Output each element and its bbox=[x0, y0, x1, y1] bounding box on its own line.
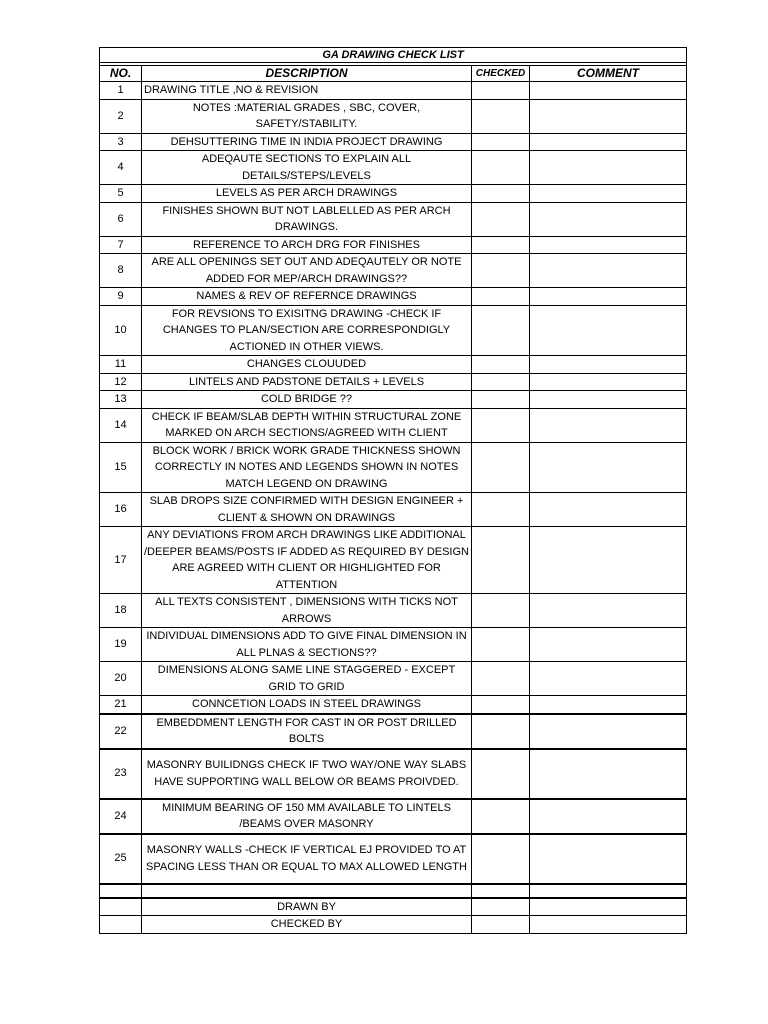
row-checked-cell[interactable] bbox=[472, 628, 530, 662]
row-checked-cell[interactable] bbox=[472, 151, 530, 185]
row-checked-cell[interactable] bbox=[472, 493, 530, 527]
row-description: DEHSUTTERING TIME IN INDIA PROJECT DRAWING bbox=[142, 133, 472, 151]
checklist-row bbox=[100, 493, 687, 527]
blank-cell bbox=[100, 884, 142, 898]
row-description: CONNCETION LOADS IN STEEL DRAWINGS bbox=[142, 696, 472, 714]
row-comment-cell[interactable] bbox=[530, 356, 687, 374]
row-number: 22 bbox=[100, 714, 142, 749]
row-comment-cell[interactable] bbox=[530, 628, 687, 662]
header-no: NO. bbox=[100, 66, 142, 82]
row-checked-cell[interactable] bbox=[472, 82, 530, 100]
checklist-row bbox=[100, 254, 687, 288]
checklist-row bbox=[100, 391, 687, 409]
row-checked-cell[interactable] bbox=[472, 442, 530, 493]
row-number: 5 bbox=[100, 185, 142, 203]
row-description: CHANGES CLOUUDED bbox=[142, 356, 472, 374]
row-checked-cell[interactable] bbox=[472, 594, 530, 628]
footer-label: DRAWN BY bbox=[142, 898, 472, 916]
row-checked-cell[interactable] bbox=[472, 305, 530, 356]
row-checked-cell[interactable] bbox=[472, 834, 530, 884]
checklist-row bbox=[100, 799, 687, 834]
checklist-row bbox=[100, 527, 687, 594]
row-description: ALL TEXTS CONSISTENT , DIMENSIONS WITH TICKS NOT ARROWS bbox=[142, 594, 472, 628]
row-number: 25 bbox=[100, 834, 142, 884]
checklist-row bbox=[100, 82, 687, 100]
checklist-row bbox=[100, 202, 687, 236]
row-comment-cell[interactable] bbox=[530, 749, 687, 799]
row-description: DIMENSIONS ALONG SAME LINE STAGGERED - EXCEPT GRID TO GRID bbox=[142, 662, 472, 696]
checklist-row bbox=[100, 834, 687, 884]
row-number: 15 bbox=[100, 442, 142, 493]
row-comment-cell[interactable] bbox=[530, 662, 687, 696]
row-description: ADEQAUTE SECTIONS TO EXPLAIN ALL DETAILS/STEPS/LEVELS bbox=[142, 151, 472, 185]
row-description: CHECK IF BEAM/SLAB DEPTH WITHIN STRUCTURAL ZONE MARKED ON ARCH SECTIONS/AGREED WITH CLIENT bbox=[142, 408, 472, 442]
row-number: 21 bbox=[100, 696, 142, 714]
checklist-row bbox=[100, 662, 687, 696]
row-description: NOTES :MATERIAL GRADES , SBC, COVER, SAFETY/STABILITY. bbox=[142, 99, 472, 133]
row-description: ANY DEVIATIONS FROM ARCH DRAWINGS LIKE ADDITIONAL /DEEPER BEAMS/POSTS IF ADDED AS REQUIRED BY DESIGN ARE AGREED WITH CLIENT OR HIGHLIGHTED FOR ATTENTION bbox=[142, 527, 472, 594]
checklist-row bbox=[100, 133, 687, 151]
row-description: MINIMUM BEARING OF 150 MM AVAILABLE TO LINTELS /BEAMS OVER MASONRY bbox=[142, 799, 472, 834]
row-comment-cell[interactable] bbox=[530, 151, 687, 185]
row-comment-cell[interactable] bbox=[530, 442, 687, 493]
checklist-row bbox=[100, 356, 687, 374]
row-checked-cell[interactable] bbox=[472, 356, 530, 374]
row-comment-cell[interactable] bbox=[530, 834, 687, 884]
title-row bbox=[100, 48, 687, 63]
header-comment: COMMENT bbox=[530, 66, 687, 82]
row-comment-cell[interactable] bbox=[530, 391, 687, 409]
row-comment-cell[interactable] bbox=[530, 696, 687, 714]
row-checked-cell[interactable] bbox=[472, 202, 530, 236]
footer-signature-cell[interactable] bbox=[472, 916, 530, 934]
row-comment-cell[interactable] bbox=[530, 527, 687, 594]
checklist-row bbox=[100, 236, 687, 254]
row-comment-cell[interactable] bbox=[530, 408, 687, 442]
row-comment-cell[interactable] bbox=[530, 82, 687, 100]
checked-by-row bbox=[100, 916, 687, 934]
row-checked-cell[interactable] bbox=[472, 527, 530, 594]
row-number: 6 bbox=[100, 202, 142, 236]
checklist-row bbox=[100, 594, 687, 628]
row-checked-cell[interactable] bbox=[472, 799, 530, 834]
checklist-row bbox=[100, 305, 687, 356]
row-comment-cell[interactable] bbox=[530, 305, 687, 356]
row-description: LEVELS AS PER ARCH DRAWINGS bbox=[142, 185, 472, 203]
row-comment-cell[interactable] bbox=[530, 594, 687, 628]
blank-cell bbox=[142, 884, 472, 898]
row-checked-cell[interactable] bbox=[472, 185, 530, 203]
row-description: ARE ALL OPENINGS SET OUT AND ADEQAUTELY OR NOTE ADDED FOR MEP/ARCH DRAWINGS?? bbox=[142, 254, 472, 288]
row-number: 14 bbox=[100, 408, 142, 442]
checklist-row bbox=[100, 408, 687, 442]
row-checked-cell[interactable] bbox=[472, 373, 530, 391]
footer-date-cell[interactable] bbox=[530, 916, 687, 934]
row-description: MASONRY BUILIDNGS CHECK IF TWO WAY/ONE WAY SLABS HAVE SUPPORTING WALL BELOW OR BEAMS PROIVDED. bbox=[142, 749, 472, 799]
row-checked-cell[interactable] bbox=[472, 236, 530, 254]
row-number: 7 bbox=[100, 236, 142, 254]
blank-cell bbox=[530, 884, 687, 898]
row-number: 8 bbox=[100, 254, 142, 288]
row-checked-cell[interactable] bbox=[472, 288, 530, 306]
header-checked: CHECKED bbox=[472, 66, 530, 82]
row-description: EMBEDDMENT LENGTH FOR CAST IN OR POST DRILLED BOLTS bbox=[142, 714, 472, 749]
checklist-row bbox=[100, 99, 687, 133]
row-description: INDIVIDUAL DIMENSIONS ADD TO GIVE FINAL DIMENSION IN ALL PLNAS & SECTIONS?? bbox=[142, 628, 472, 662]
row-checked-cell[interactable] bbox=[472, 696, 530, 714]
header-description: DESCRIPTION bbox=[142, 66, 472, 82]
row-description: FINISHES SHOWN BUT NOT LABLELLED AS PER ARCH DRAWINGS. bbox=[142, 202, 472, 236]
row-checked-cell[interactable] bbox=[472, 662, 530, 696]
checklist-table bbox=[99, 47, 687, 934]
row-description: DRAWING TITLE ,NO & REVISION bbox=[142, 82, 472, 100]
row-comment-cell[interactable] bbox=[530, 99, 687, 133]
row-number: 19 bbox=[100, 628, 142, 662]
checklist-row bbox=[100, 373, 687, 391]
row-comment-cell[interactable] bbox=[530, 133, 687, 151]
header-row bbox=[100, 66, 687, 82]
row-comment-cell[interactable] bbox=[530, 185, 687, 203]
row-number: 13 bbox=[100, 391, 142, 409]
checklist-row bbox=[100, 696, 687, 714]
row-description: NAMES & REV OF REFERNCE DRAWINGS bbox=[142, 288, 472, 306]
blank-cell bbox=[472, 884, 530, 898]
row-checked-cell[interactable] bbox=[472, 99, 530, 133]
row-number: 16 bbox=[100, 493, 142, 527]
row-description: SLAB DROPS SIZE CONFIRMED WITH DESIGN ENGINEER + CLIENT & SHOWN ON DRAWINGS bbox=[142, 493, 472, 527]
checklist-row bbox=[100, 151, 687, 185]
row-description: COLD BRIDGE ?? bbox=[142, 391, 472, 409]
row-number: 24 bbox=[100, 799, 142, 834]
row-number: 12 bbox=[100, 373, 142, 391]
row-checked-cell[interactable] bbox=[472, 749, 530, 799]
row-comment-cell[interactable] bbox=[530, 714, 687, 749]
row-comment-cell[interactable] bbox=[530, 288, 687, 306]
row-number: 23 bbox=[100, 749, 142, 799]
row-number: 1 bbox=[100, 82, 142, 100]
row-comment-cell[interactable] bbox=[530, 373, 687, 391]
checklist-row bbox=[100, 714, 687, 749]
drawn-by-row bbox=[100, 898, 687, 916]
row-checked-cell[interactable] bbox=[472, 714, 530, 749]
row-number: 11 bbox=[100, 356, 142, 374]
checklist-sheet bbox=[99, 47, 686, 934]
row-number: 18 bbox=[100, 594, 142, 628]
footer-blank-cell bbox=[100, 916, 142, 934]
row-description: LINTELS AND PADSTONE DETAILS + LEVELS bbox=[142, 373, 472, 391]
row-number: 4 bbox=[100, 151, 142, 185]
footer-blank-cell bbox=[100, 898, 142, 916]
checklist-row bbox=[100, 288, 687, 306]
row-comment-cell[interactable] bbox=[530, 202, 687, 236]
footer-label: CHECKED BY bbox=[142, 916, 472, 934]
row-number: 3 bbox=[100, 133, 142, 151]
checklist-row bbox=[100, 442, 687, 493]
checklist-row bbox=[100, 628, 687, 662]
blank-row bbox=[100, 884, 687, 898]
row-checked-cell[interactable] bbox=[472, 408, 530, 442]
row-description: FOR REVSIONS TO EXISITNG DRAWING -CHECK IF CHANGES TO PLAN/SECTION ARE CORRESPONDIGLY ACTIONED IN OTHER VIEWS. bbox=[142, 305, 472, 356]
row-comment-cell[interactable] bbox=[530, 799, 687, 834]
checklist-row bbox=[100, 185, 687, 203]
sheet-title: GA DRAWING CHECK LIST bbox=[100, 48, 687, 63]
footer-date-cell[interactable] bbox=[530, 898, 687, 916]
row-description: BLOCK WORK / BRICK WORK GRADE THICKNESS SHOWN CORRECTLY IN NOTES AND LEGENDS SHOWN IN NOTES MATCH LEGEND ON DRAWING bbox=[142, 442, 472, 493]
checklist-row bbox=[100, 749, 687, 799]
row-comment-cell[interactable] bbox=[530, 493, 687, 527]
row-description: MASONRY WALLS -CHECK IF VERTICAL EJ PROVIDED TO AT SPACING LESS THAN OR EQUAL TO MAX ALLOWED LENGTH bbox=[142, 834, 472, 884]
row-number: 10 bbox=[100, 305, 142, 356]
row-comment-cell[interactable] bbox=[530, 254, 687, 288]
row-description: REFERENCE TO ARCH DRG FOR FINISHES bbox=[142, 236, 472, 254]
footer-signature-cell[interactable] bbox=[472, 898, 530, 916]
row-number: 2 bbox=[100, 99, 142, 133]
row-checked-cell[interactable] bbox=[472, 133, 530, 151]
row-comment-cell[interactable] bbox=[530, 236, 687, 254]
row-checked-cell[interactable] bbox=[472, 391, 530, 409]
row-checked-cell[interactable] bbox=[472, 254, 530, 288]
row-number: 20 bbox=[100, 662, 142, 696]
row-number: 9 bbox=[100, 288, 142, 306]
row-number: 17 bbox=[100, 527, 142, 594]
